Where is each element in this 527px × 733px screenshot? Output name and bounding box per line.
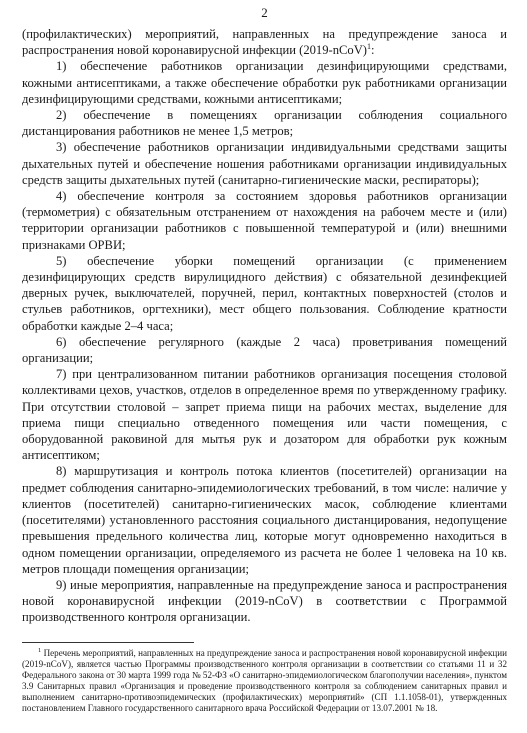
- page-number: 2: [261, 5, 268, 20]
- footnote-divider: [22, 642, 194, 643]
- footnote-text: Перечень мероприятий, направленных на предупреждение заноса и распространения новой коронавирусной инфекции (2019-nCoV), является частью Программы производственного контроля организации в соответствии со статьями 11 и 32 Федерального закона от 30 марта 1999 года № 52-ФЗ «О санитарно-эпидемиологическом благополучии населения», пунктом 3.9 Санитарных правил «Организация и проведение производственного контроля за соблюдением санитарных правил и выполнением санитарно-противоэпидемических (профилактических) мероприятий» (СП 1.1.1058-01), утвержденных постановлением Главного государственного санитарного врача Российской Федерации от 13.07.2001 № 18.: [22, 648, 507, 713]
- list-item-8: 8) маршрутизация и контроль потока клиентов (посетителей) организации на предмет соблюдения санитарно-эпидемиологических требований, в том числе: наличие у клиентов (посетителей) санитарно-гигиенических масок, соблюдение клиентами (посетителями) установленного расстояния социального дистанцирования, недопущение превышения предельного количества лиц, которые могут одновременно находиться в одном помещении организации, определяемого из расчета не более 1 человека на 10 кв. метров площади помещения организации;: [22, 464, 507, 576]
- footnote-reference[interactable]: 1: [367, 42, 371, 52]
- list-item-9: 9) иные мероприятия, направленные на предупреждение заноса и распространения новой коронавирусной инфекции (2019-nCoV) в соответствии с Программой производственного контроля организации.: [22, 577, 507, 625]
- list-item-5: 5) обеспечение уборки помещений организации (с применением дезинфицирующих средств вирулицидного действия) с обязательной дезинфекцией дверных ручек, выключателей, поручней, перил, контактных поверхностей (столов и стульев работников, оргтехники), мест общего пользования. Соблюдение кратности обработки каждые 2–4 часа;: [22, 253, 507, 333]
- intro-colon: :: [371, 43, 375, 58]
- list-item-2: 2) обеспечение в помещениях организации соблюдения социального дистанцирования работников не менее 1,5 метров;: [22, 108, 507, 139]
- footnote: [22, 648, 507, 714]
- list-item-6: 6) обеспечение регулярного (каждые 2 часа) проветривания помещений организации;: [22, 334, 507, 366]
- footnote-marker: 1: [38, 646, 42, 654]
- list-item-4: 4) обеспечение контроля за состоянием здоровья работников организации (термометрия) с обязательным отстранением от нахождения на рабочем месте и (или) территории организации работников с повышенной температурой и (или) внешними признаками ОРВИ;: [22, 189, 507, 252]
- intro-text: (профилактических) мероприятий, направленных на предупреждение заноса и распространения новой коронавирусной инфекции (2019-nCoV): [22, 27, 507, 58]
- list-item-7: 7) при централизованном питании работников организация посещения столовой коллективами цехов, участков, отделов в определенное время по утвержденному графику. При отсутствии столовой – запрет приема пищи на рабочих местах, выделение для приема пищи специально отведенного помещения или части помещения, с оборудованной раковиной для мытья рук и дозатором для обработки рук кожным антисептиком;: [22, 367, 507, 463]
- list-item-3: 3) обеспечение работников организации индивидуальными средствами защиты дыхательных путей и обеспечение ношения работниками организации индивидуальных средств защиты дыхательных путей (санитарно-гигиенические маски, респираторы);: [22, 140, 507, 187]
- document-body: [22, 26, 507, 626]
- intro-paragraph: [22, 26, 507, 58]
- list-item-1: 1) обеспечение работников организации дезинфицирующими средствами, кожными антисептиками, а также обеспечение обработки рук работниками организации дезинфицирующими средствами, кожными антисептиками;: [22, 59, 507, 106]
